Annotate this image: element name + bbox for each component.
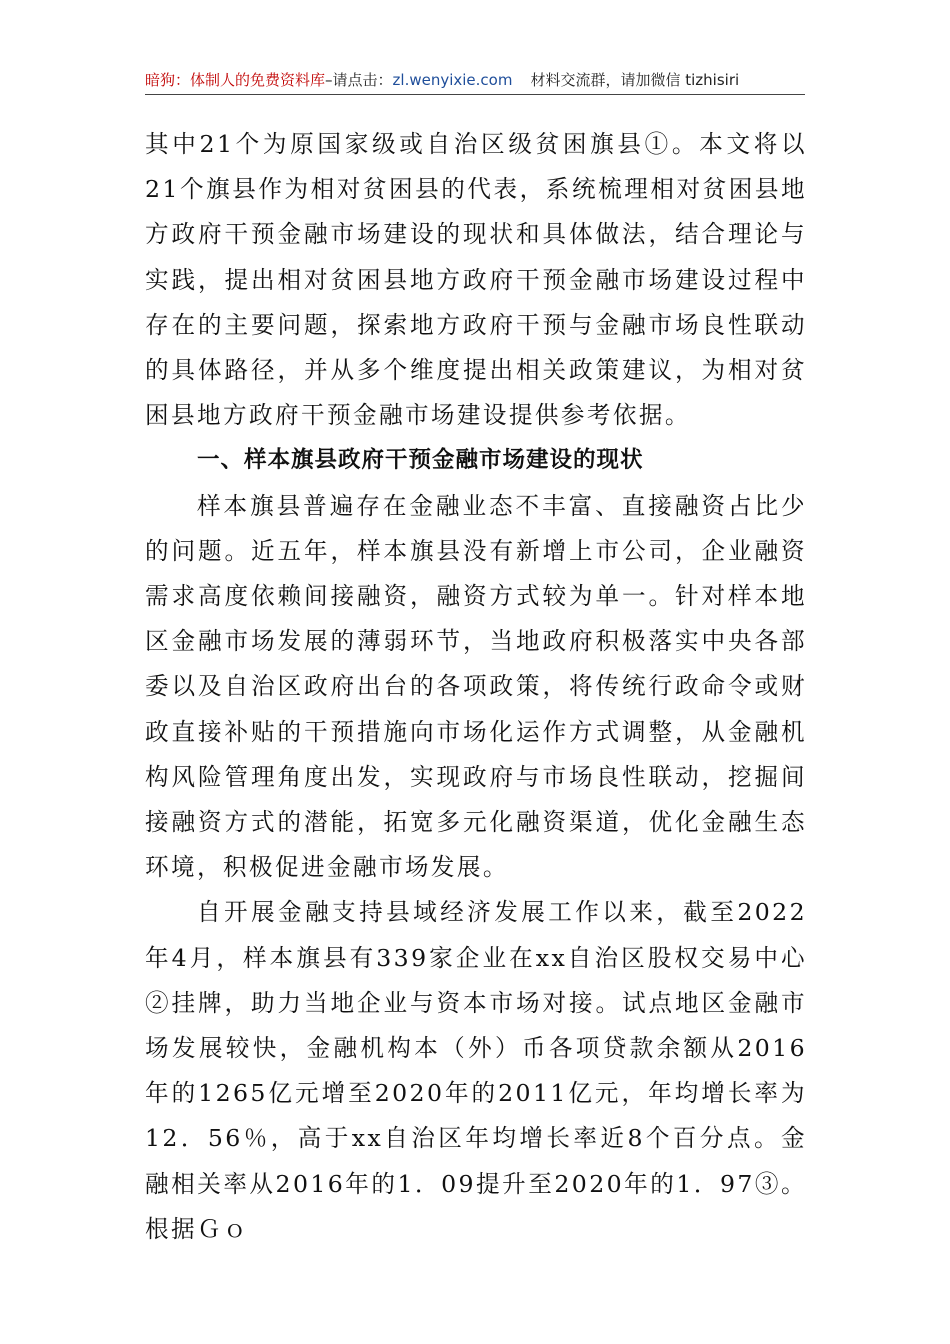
text-line: 挂牌，助力当地企业与资本市场对接。试点地区金融市场: [145, 988, 807, 1063]
text-line: 样本旗县普遍存在金融业态不丰富、直接融资占比少: [197, 491, 807, 520]
text-line: 1265亿元增至2020年的2011亿元，年均增长率为12．: [145, 1079, 807, 1153]
section-heading: 一、样本旗县政府干预金融市场建设的现状: [197, 447, 644, 474]
text-line: 在的主要问题，探索地方政府干预与金融市场良性联动的: [145, 310, 807, 385]
text-line: 环境，积极促进金融市场发展。: [145, 853, 509, 882]
page-header: [145, 66, 805, 95]
header-url-link[interactable]: zl.wenyixie.com: [392, 71, 513, 89]
text-line: 践，提出相对贫困县地方政府干预金融市场建设过程中存: [145, 265, 807, 339]
text-line: 的问题。近五年，样本旗县没有新增上市公司，企业融资: [145, 536, 807, 565]
text-line: 县地方政府干预金融市场建设提供参考依据。: [171, 401, 691, 430]
header-wechat-note: 材料交流群，请加微信 tizhisiri: [530, 71, 740, 89]
document-body: [145, 122, 807, 1252]
text-line: 自开展金融支持县域经济发展工作以来，截至2022年: [145, 898, 807, 972]
header-site-name: 暗狗：体制人的免费资料库: [145, 71, 326, 89]
text-line: 构风险管理角度出发，实现政府与市场良性联动，挖掘间: [145, 762, 807, 791]
text-line: 具体路径，并从多个维度提出相关政策建议，为相对贫困: [145, 356, 807, 430]
text-line: 需求高度依赖间接融资，融资方式较为单一。针对样本地: [145, 582, 807, 611]
text-line: 56％，高于xx自治区年均增长率近8个百分点。金融相关: [145, 1124, 807, 1198]
text-line: 率从2016年的1．09提升至2020年的1．97③。根据Ｇｏ: [145, 1169, 807, 1243]
text-line: 个旗县作为相对贫困县的代表，系统梳理相对贫困县地方: [145, 175, 807, 249]
text-line: 4月，样本旗县有339家企业在xx自治区股权交易中心②: [145, 943, 807, 1017]
text-line: 政直接补贴的干预措施向市场化运作方式调整，从金融机: [145, 717, 807, 746]
text-line: 区金融市场发展的薄弱环节，当地政府积极落实中央各部: [145, 627, 807, 656]
text-line: 其中21个为原国家级或自治区级贫困旗县①。本文将以21: [145, 130, 807, 204]
header-click-prompt: –请点击：: [325, 71, 393, 89]
paragraph-status: [145, 484, 807, 891]
text-line: 接融资方式的潜能，拓宽多元化融资渠道，优化金融生态: [145, 808, 807, 837]
paragraph-intro: [145, 122, 807, 438]
text-line: 委以及自治区政府出台的各项政策，将传统行政命令或财: [145, 672, 807, 701]
paragraph-statistics: [145, 890, 807, 1252]
text-line: 发展较快，金融机构本（外）币各项贷款余额从2016年的: [145, 1034, 808, 1108]
text-line: 政府干预金融市场建设的现状和具体做法，结合理论与实: [145, 220, 807, 294]
